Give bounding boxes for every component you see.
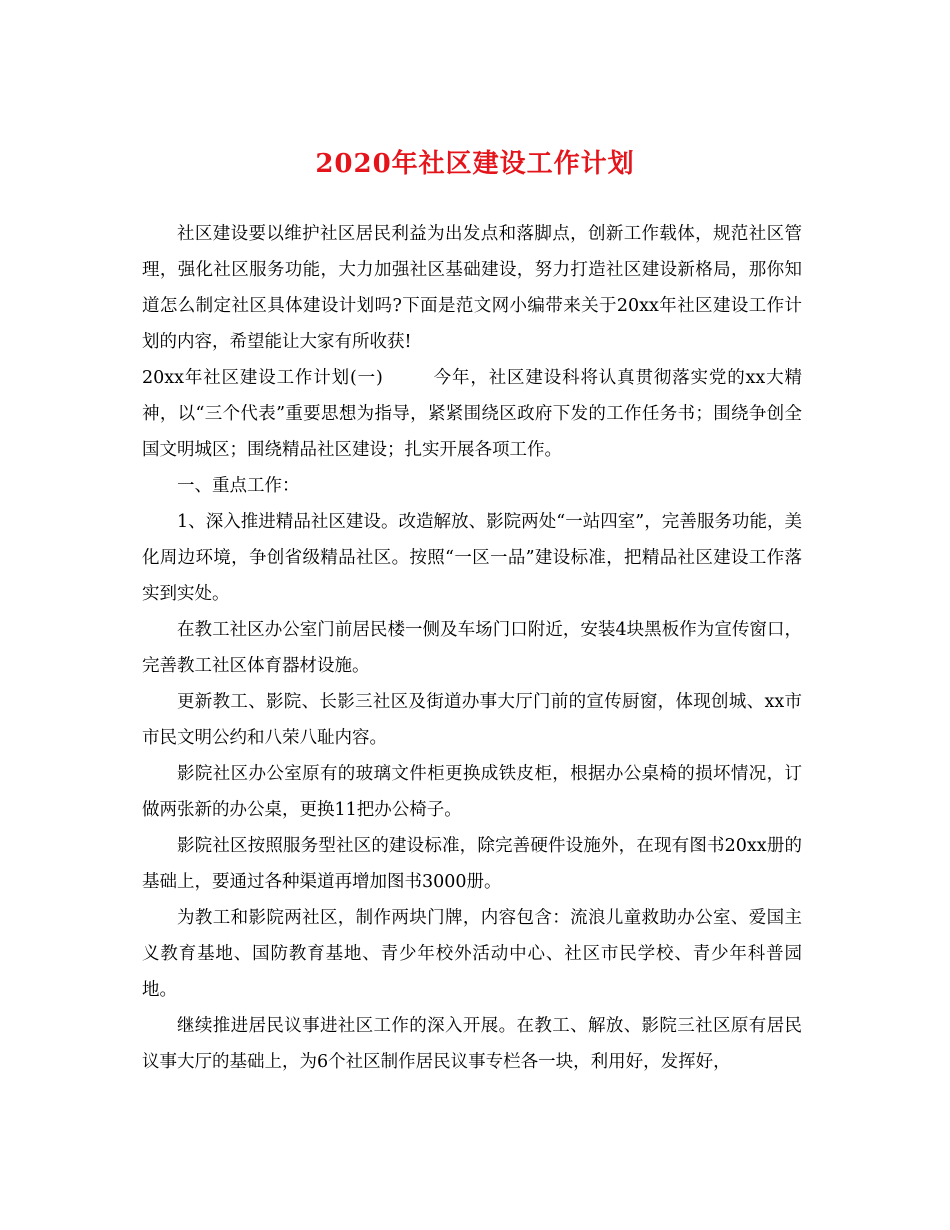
plan-heading: 20xx年社区建设工作计划(一) [142,368,383,388]
body-paragraph: 影院社区办公室原有的玻璃文件柜更换成铁皮柜，根据办公桌椅的损坏情况，订做两张新的办公桌，更换11把办公椅子。 [142,764,802,820]
intro-paragraph: 社区建设要以维护社区居民利益为出发点和落脚点，创新工作载体，规范社区管理，强化社区服务功能，大力加强社区基础建设，努力打造社区建设新格局，那你知道怎么制定社区具体建设计划吗?下面是范文网小编带来关于20xx年社区建设工作计划的内容，希望能让大家有所收获! [142,224,802,352]
plan-section-paragraph [142,360,802,468]
body-paragraph: 影院社区按照服务型社区的建设标准，除完善硬件设施外，在现有图书20xx册的基础上，要通过各种渠道再增加图书3000册。 [142,836,802,892]
body-paragraph: 继续推进居民议事进社区工作的深入开展。在教工、解放、影院三社区原有居民议事大厅的基础上，为6个社区制作居民议事专栏各一块，利用好，发挥好， [142,1016,802,1072]
document-title: 2020年社区建设工作计划 [315,149,635,179]
document-body [142,216,802,1080]
body-paragraph: 更新教工、影院、长影三社区及街道办事大厅门前的宣传厨窗，体现创城、xx市市民文明公约和八荣八耻内容。 [142,692,802,748]
body-paragraph: 1、深入推进精品社区建设。改造解放、影院两处“一站四室”，完善服务功能，美化周边环境，争创省级精品社区。按照“一区一品”建设标准，把精品社区建设工作落实到实处。 [142,512,802,604]
plan-intro: 今年，社区建设科将认真贯彻落实党的xx大精神，以“三个代表”重要思想为指导，紧紧围绕区政府下发的工作任务书；围绕争创全国文明城区；围绕精品社区建设；扎实开展各项工作。 [142,368,802,460]
section-heading-key-work: 一、重点工作： [177,476,300,496]
body-paragraph: 在教工社区办公室门前居民楼一侧及车场门口附近，安装4块黑板作为宣传窗口，完善教工社区体育器材设施。 [142,620,802,676]
body-paragraph: 为教工和影院两社区，制作两块门牌，内容包含：流浪儿童救助办公室、爱国主义教育基地、国防教育基地、青少年校外活动中心、社区市民学校、青少年科普园地。 [142,908,802,1000]
